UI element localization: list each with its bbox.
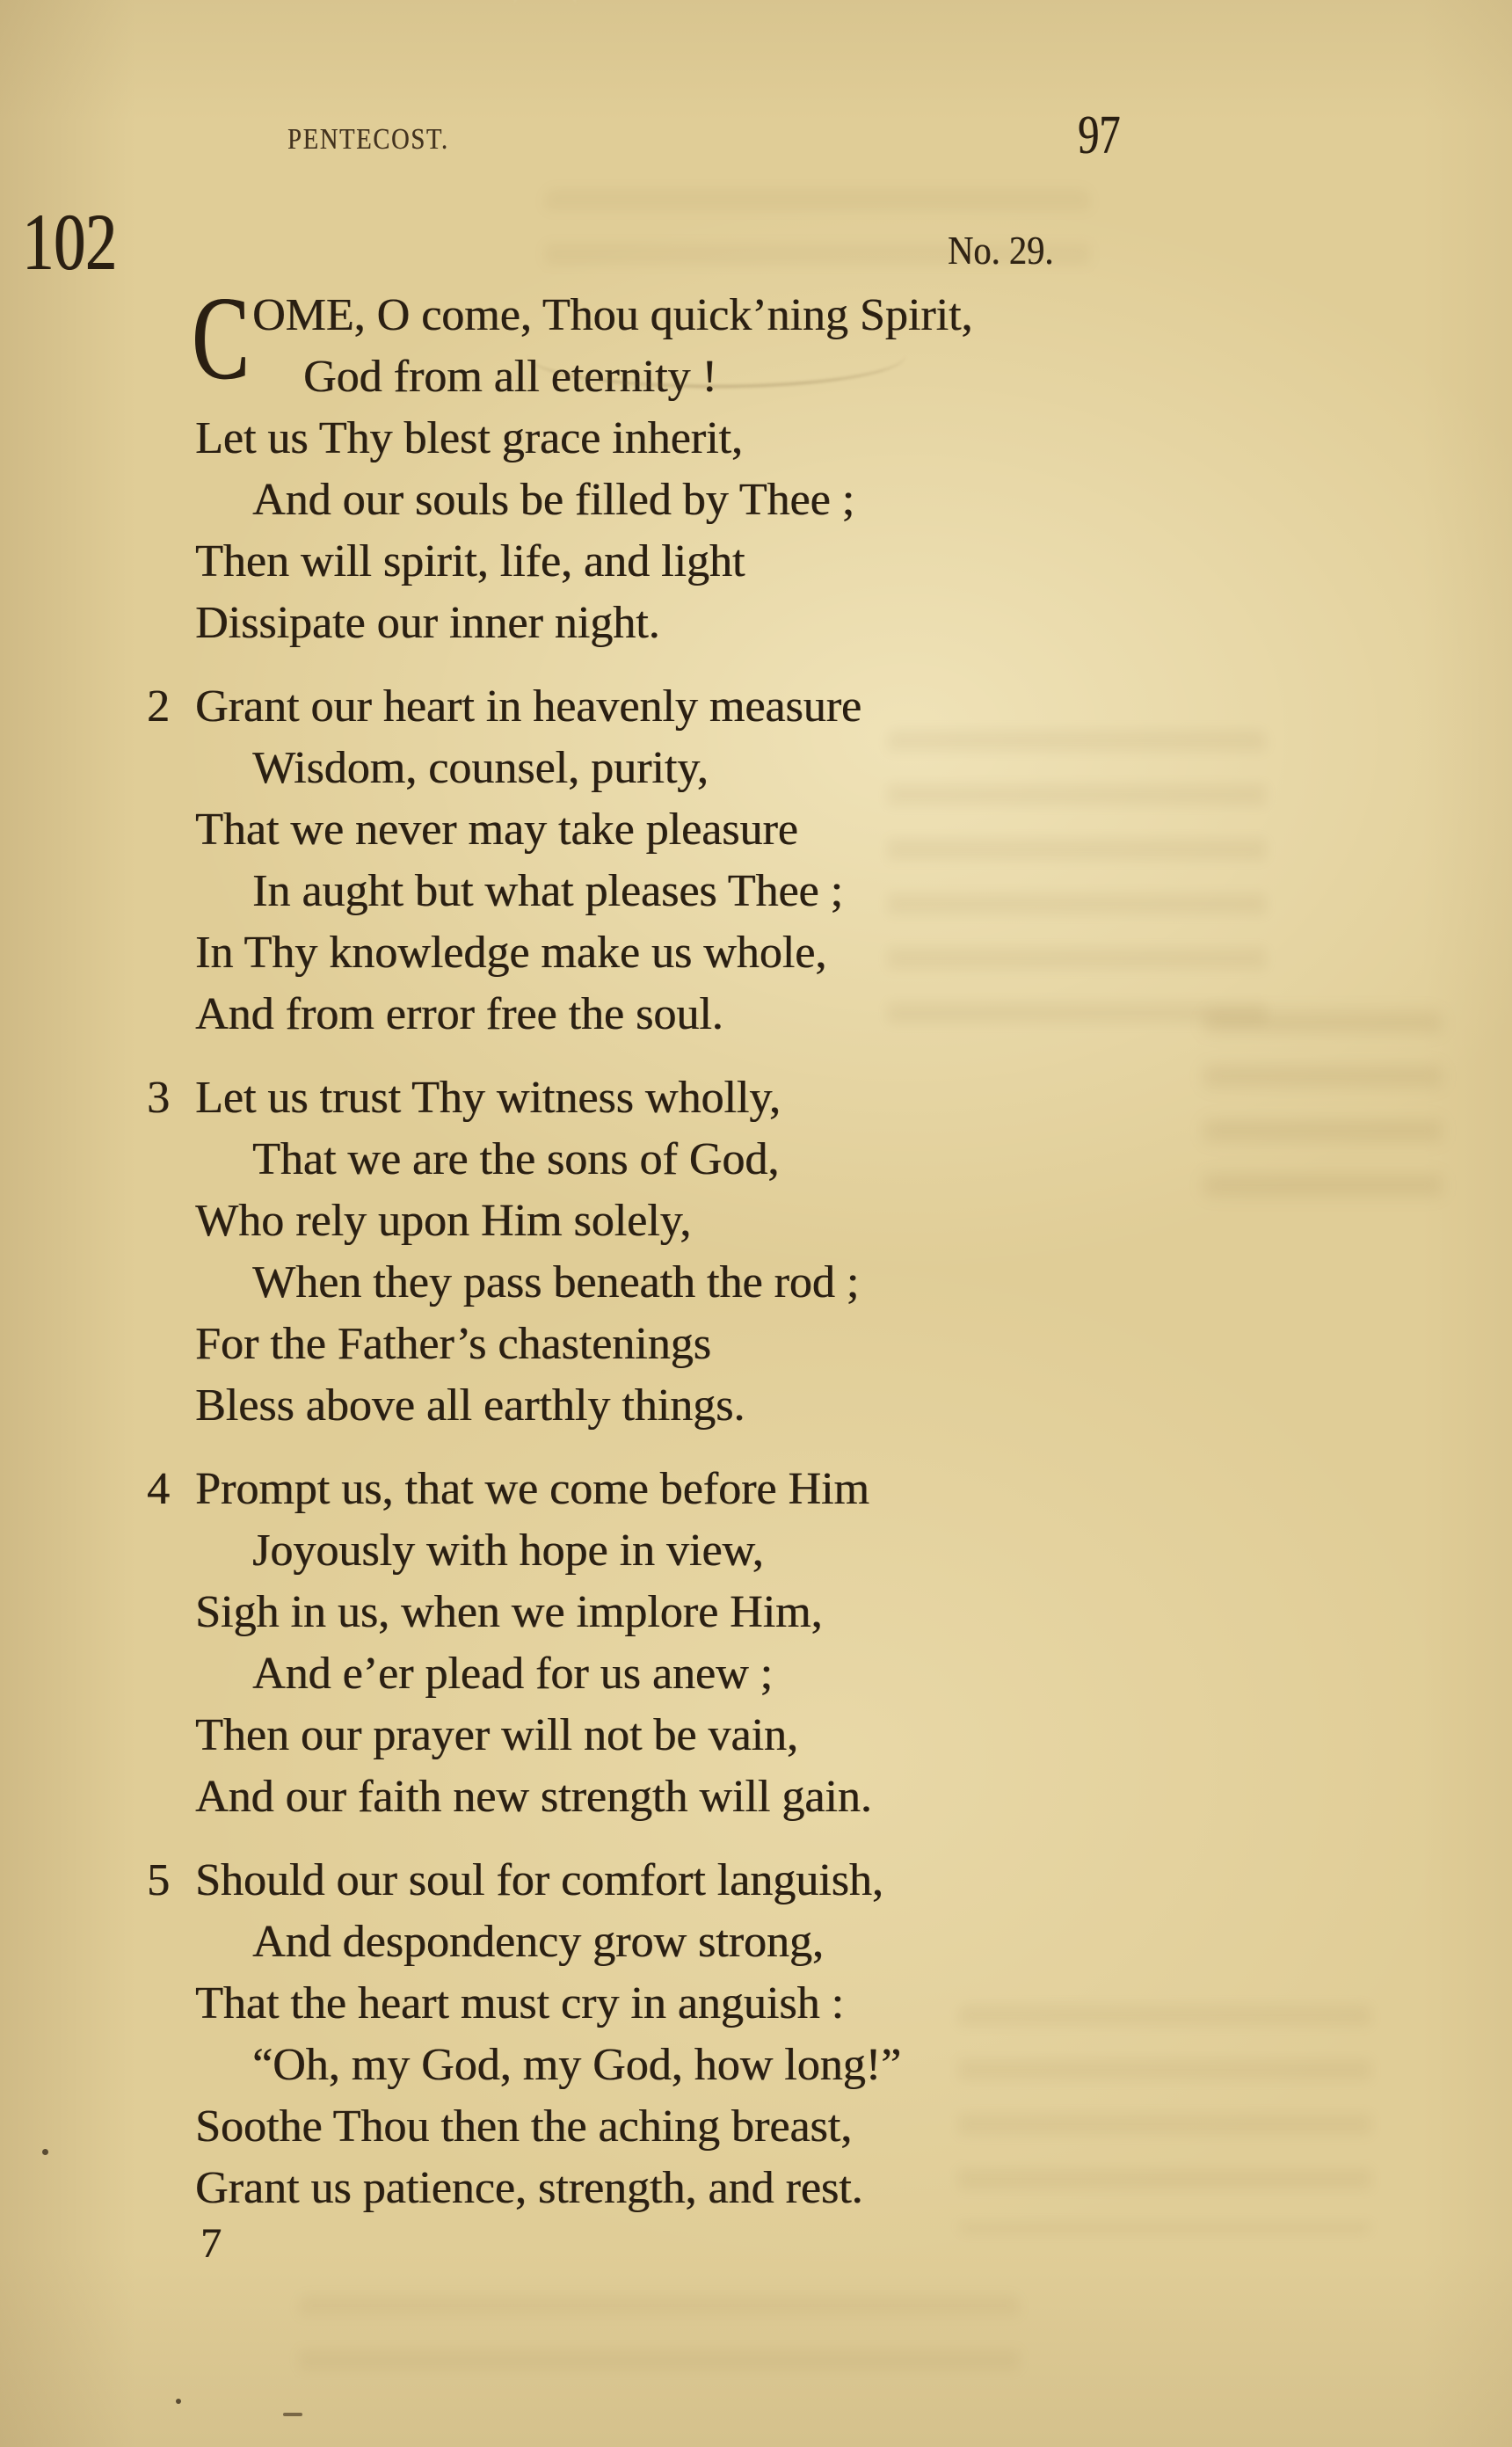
- verse-line: In Thy knowledge make us whole,: [195, 928, 827, 978]
- verse-line: OME, O come, Thou quick’ning Spirit,: [252, 290, 973, 340]
- verse-line: “Oh, my God, my God, how long!”: [252, 2040, 902, 2090]
- verse-line: That the heart must cry in anguish :: [195, 1978, 844, 2028]
- verse-line: Grant us patience, strength, and rest.: [195, 2163, 863, 2213]
- verse-line: That we never may take pleasure: [195, 805, 798, 855]
- section-header: PENTECOST.: [287, 123, 449, 156]
- verse-line: And e’er plead for us anew ;: [252, 1649, 773, 1699]
- verse-number: 2: [147, 681, 170, 732]
- verse-line: For the Father’s chastenings: [195, 1319, 711, 1369]
- verse-line: Soothe Thou then the aching breast,: [195, 2101, 853, 2152]
- tune-reference: No. 29.: [948, 228, 1054, 273]
- drop-cap: C: [192, 273, 250, 404]
- verse-line: Should our soul for comfort languish,: [195, 1855, 883, 1905]
- verse-line: And from error free the soul.: [195, 989, 723, 1039]
- verse-line: Then our prayer will not be vain,: [195, 1710, 798, 1760]
- verse-line: Who rely upon Him solely,: [195, 1196, 692, 1246]
- verse-line: Then will spirit, life, and light: [195, 536, 745, 586]
- verse-line: God from all eternity !: [303, 352, 717, 402]
- verse-line: Bless above all earthly things.: [195, 1380, 745, 1431]
- verse-line: And despondency grow strong,: [252, 1917, 824, 1967]
- verse-line: That we are the sons of God,: [252, 1134, 780, 1184]
- verse-number: 4: [147, 1464, 170, 1514]
- page-number: 97: [1078, 106, 1121, 165]
- verse-line: In aught but what pleases Thee ;: [252, 866, 843, 916]
- signature-mark: 7: [200, 2220, 222, 2267]
- bleedthrough-ghost: [299, 2295, 1020, 2374]
- bleedthrough-ghost: [1204, 1011, 1442, 1213]
- verse-line: And our faith new strength will gain.: [195, 1772, 872, 1822]
- verse-line: Wisdom, counsel, purity,: [252, 743, 709, 793]
- verse-line: Let us Thy blest grace inherit,: [195, 413, 743, 463]
- ink-dash: [283, 2413, 302, 2416]
- verse-line: Let us trust Thy witness wholly,: [195, 1073, 781, 1123]
- ink-speck: [176, 2399, 181, 2404]
- verse-line: When they pass beneath the rod ;: [252, 1257, 860, 1307]
- verse-line: And our souls be filled by Thee ;: [252, 475, 855, 525]
- verse-line: Sigh in us, when we implore Him,: [195, 1587, 823, 1637]
- verse-number: 3: [147, 1073, 170, 1123]
- verse-line: Joyously with hope in view,: [252, 1526, 764, 1576]
- verse-line: Grant our heart in heavenly measure: [195, 681, 862, 732]
- scratch-mark: [514, 0, 576, 27]
- bleedthrough-ghost: [888, 730, 1266, 1029]
- bleedthrough-ghost: [958, 2005, 1371, 2233]
- hymn-number: 102: [22, 197, 117, 287]
- ink-speck: [42, 2149, 48, 2155]
- verse-number: 5: [147, 1855, 170, 1905]
- verse-line: Dissipate our inner night.: [195, 598, 660, 648]
- verse-line: Prompt us, that we come before Him: [195, 1464, 869, 1514]
